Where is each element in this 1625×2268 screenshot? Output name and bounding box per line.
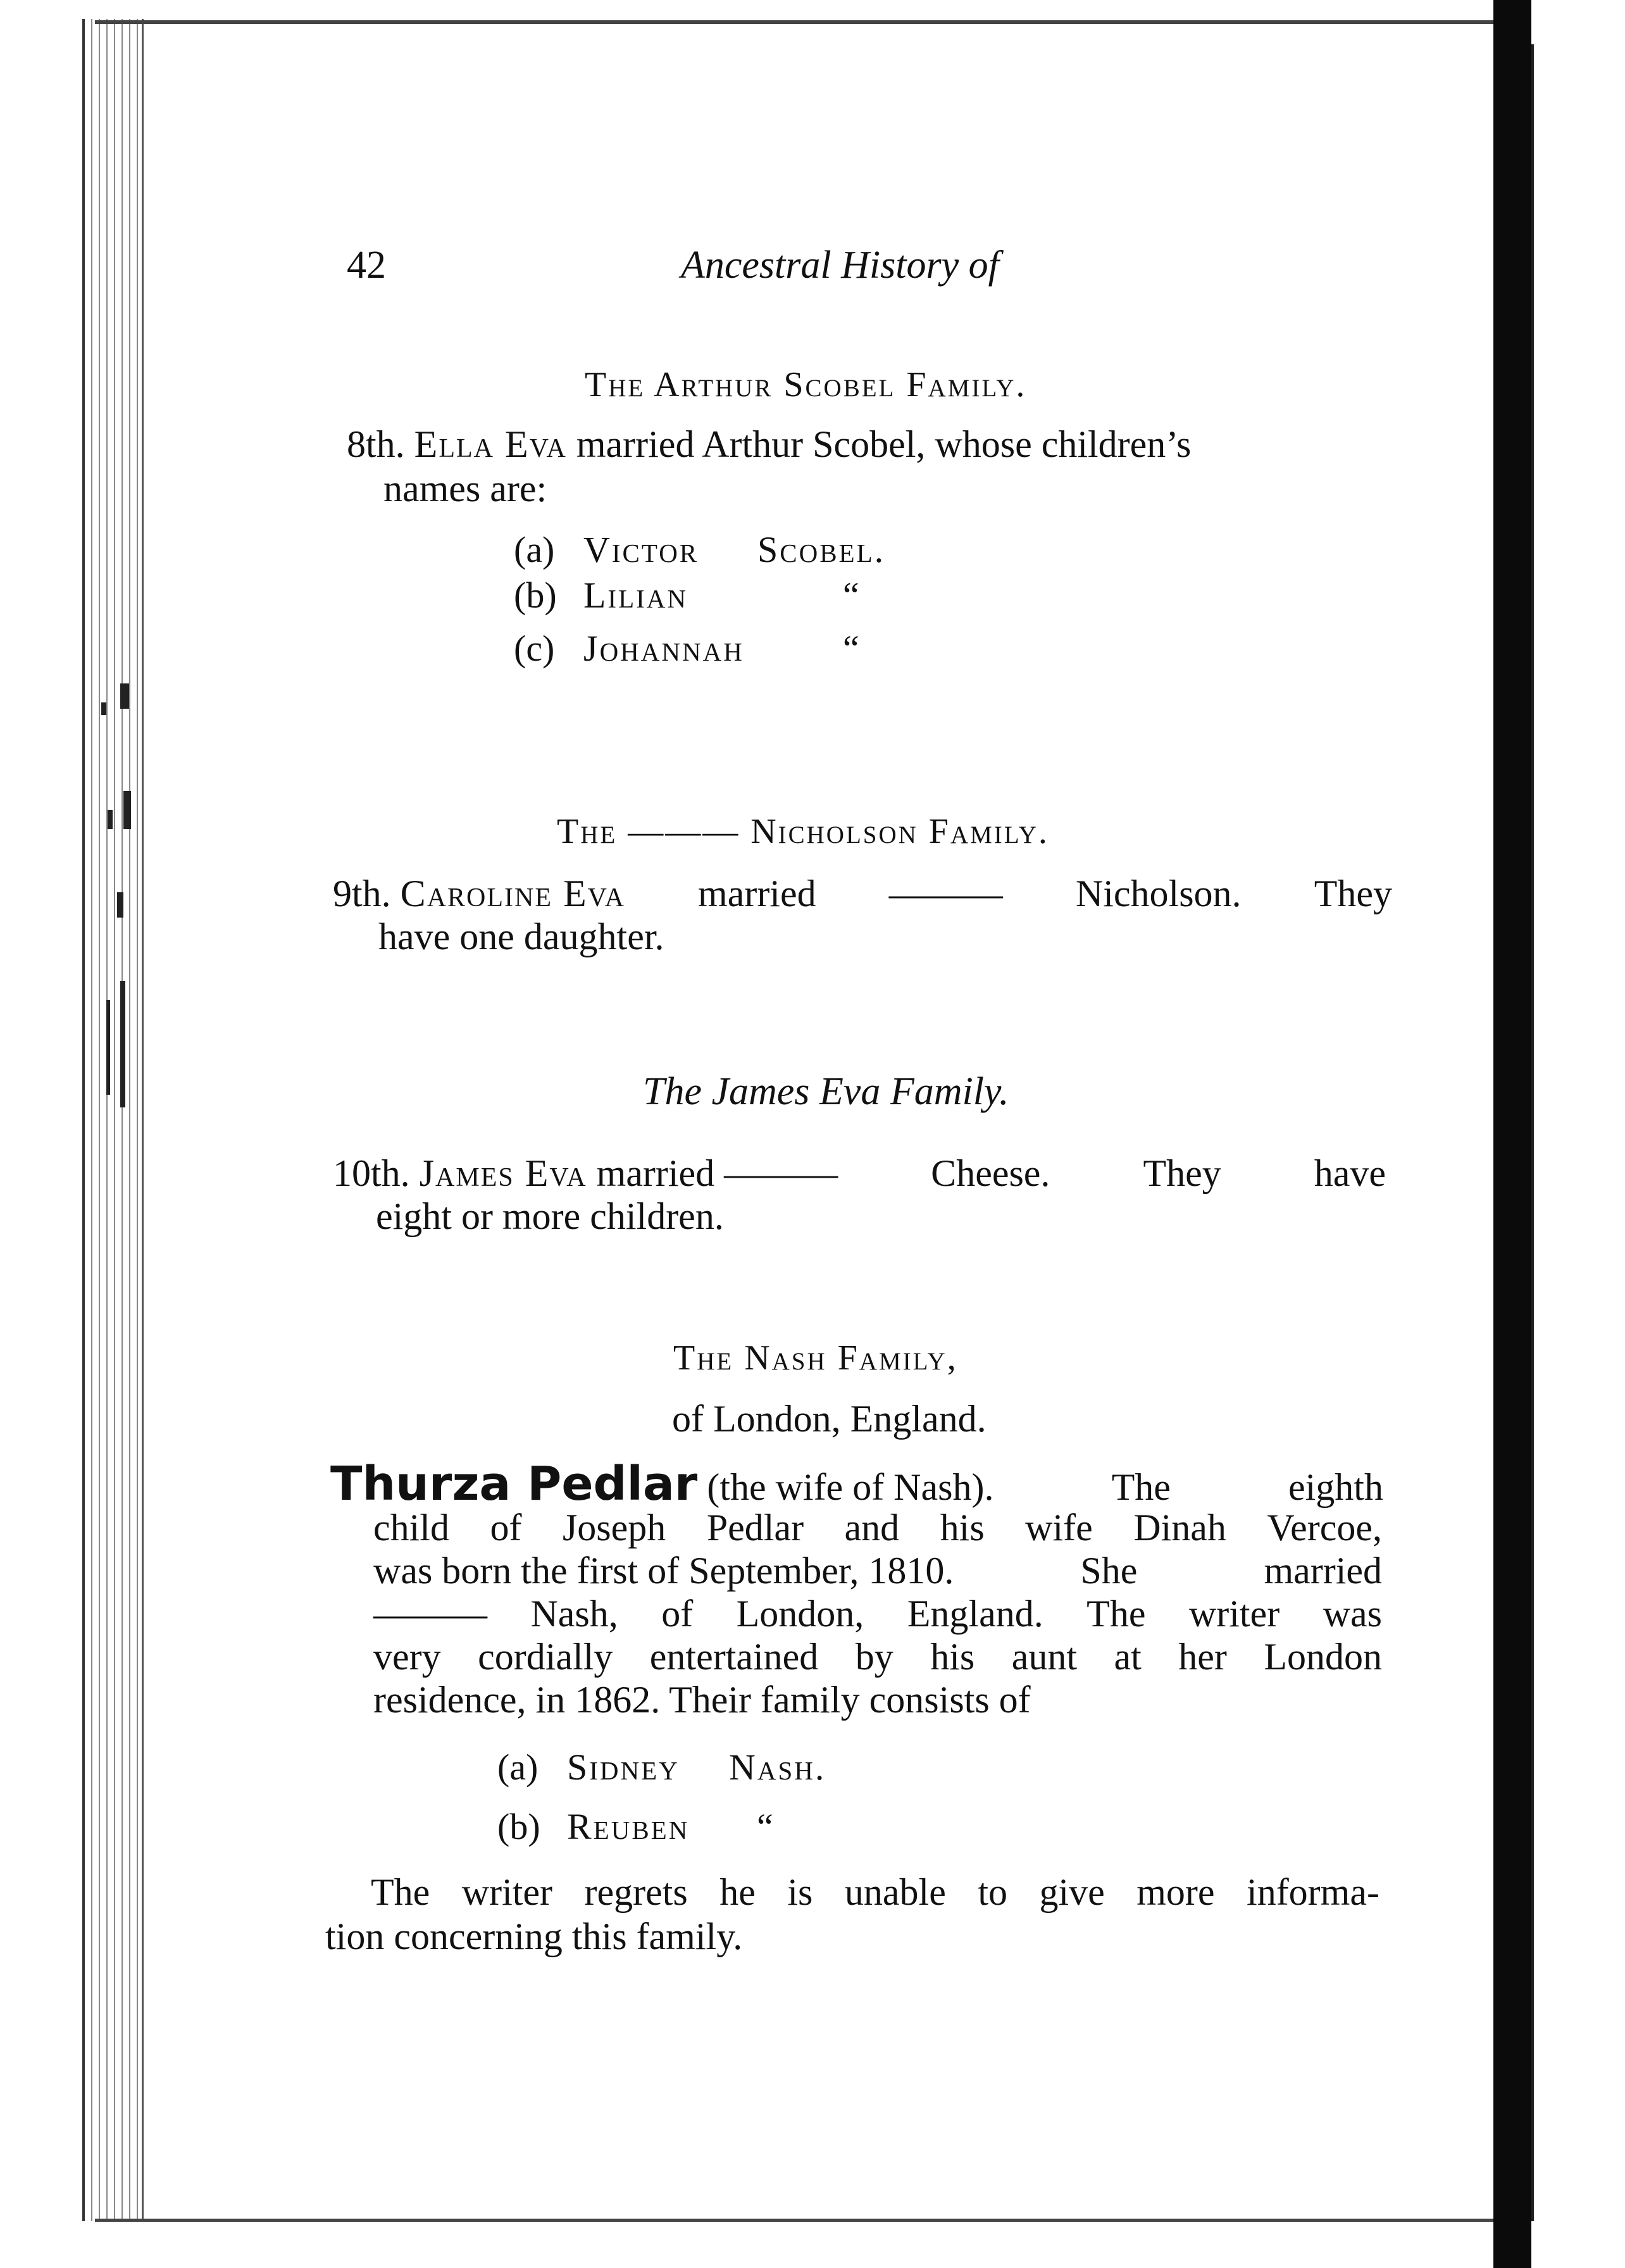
word: She — [1080, 1550, 1138, 1592]
word: his — [930, 1636, 975, 1678]
scobel-entry-line-2: names are: — [383, 468, 547, 509]
nash-paragraph-line-2 — [373, 1509, 1382, 1547]
james-eva-entry-line-2: eight or more children. — [376, 1195, 724, 1237]
section-subheading-nash: of London, England. — [672, 1398, 987, 1440]
word: The — [371, 1871, 430, 1913]
word: was — [1323, 1593, 1382, 1635]
word: married — [1264, 1550, 1382, 1592]
word: The — [1086, 1593, 1146, 1635]
word: Vercoe, — [1267, 1507, 1382, 1548]
word: of — [490, 1507, 522, 1548]
word: very — [373, 1636, 441, 1678]
word: aunt — [1011, 1636, 1078, 1678]
word: They — [1314, 873, 1392, 914]
child-list-item — [514, 577, 859, 614]
word: of — [661, 1593, 694, 1635]
word: (the wife of Nash). — [707, 1466, 994, 1508]
word: Cheese. — [931, 1152, 1050, 1194]
child-list-item — [514, 630, 859, 667]
word: writer — [1188, 1593, 1280, 1635]
binding-gutter-shadow — [1493, 0, 1531, 2268]
entry-lead — [333, 1154, 838, 1192]
word: is — [787, 1871, 813, 1913]
child-list-item — [497, 1806, 773, 1847]
section-heading-scobel: The Arthur Scobel Family. — [585, 365, 1027, 404]
facing-page-edge — [1531, 44, 1625, 2221]
word: entertained — [649, 1636, 819, 1678]
person-name: James Eva — [419, 1152, 587, 1194]
child-surname: Nash. — [729, 1747, 826, 1788]
word: married — [698, 873, 816, 914]
word: child — [373, 1507, 449, 1548]
section-heading-james-eva: The James Eva Family. — [643, 1070, 1009, 1113]
james-eva-entry-line-1 — [333, 1154, 1386, 1192]
justified-line — [330, 1457, 1383, 1511]
word: Dinah — [1133, 1507, 1226, 1548]
word: eighth — [1288, 1466, 1383, 1508]
ditto-mark: “ — [757, 1806, 773, 1847]
word: London, — [736, 1593, 864, 1635]
entry-number: 8th. — [347, 423, 405, 465]
ditto-mark: “ — [843, 628, 859, 669]
justified-line — [373, 1638, 1382, 1676]
item-label: (c) — [514, 628, 555, 669]
word: unable — [844, 1871, 946, 1913]
nash-paragraph-line-6: residence, in 1862. Their family consists of — [373, 1679, 1031, 1721]
page-bottom-edge — [95, 2212, 1493, 2222]
word: her — [1178, 1636, 1227, 1678]
justified-line — [333, 875, 1392, 913]
show-through-marks — [95, 683, 146, 1253]
child-name: Reuben — [567, 1806, 690, 1847]
person-name: Caroline Eva — [400, 873, 625, 914]
word: Nash, — [530, 1593, 618, 1635]
word: wife — [1025, 1507, 1093, 1548]
word: have — [1314, 1152, 1386, 1194]
word: more — [1136, 1871, 1215, 1913]
page-number: 42 — [347, 244, 386, 287]
child-name: Sidney — [567, 1747, 680, 1788]
nash-paragraph-line-5 — [373, 1638, 1382, 1676]
nicholson-entry-line-1 — [333, 875, 1392, 913]
justified-line — [373, 1595, 1382, 1633]
section-heading-nicholson: The ——— Nicholson Family. — [557, 812, 1049, 851]
nicholson-entry-line-2: have one daughter. — [378, 916, 664, 957]
word: he — [719, 1871, 756, 1913]
child-name: Lilian — [583, 575, 688, 616]
child-name: Victor — [583, 529, 699, 570]
section-heading-nash: The Nash Family, — [673, 1338, 958, 1378]
word: married ——— — [596, 1152, 838, 1194]
word: his — [940, 1507, 985, 1548]
closing-line-2: tion concerning this family. — [325, 1916, 743, 1957]
word: ——— — [373, 1593, 487, 1635]
justified-line — [373, 1552, 1382, 1590]
page-top-edge — [95, 20, 1493, 30]
justified-line — [373, 1509, 1382, 1547]
entry-text: married Arthur Scobel, whose children’s — [576, 423, 1192, 465]
word: informa- — [1247, 1871, 1379, 1913]
word: London — [1264, 1636, 1382, 1678]
word: give — [1039, 1871, 1105, 1913]
word: cordially — [478, 1636, 613, 1678]
word: and — [844, 1507, 900, 1548]
person-name: Ella Eva — [414, 423, 567, 465]
child-name: Johannah — [583, 628, 744, 669]
word: They — [1143, 1152, 1221, 1194]
child-surname: Scobel. — [757, 529, 886, 570]
ditto-mark: “ — [843, 575, 859, 616]
child-list-item — [514, 529, 886, 570]
entry-lead — [333, 875, 625, 913]
nash-paragraph-line-4 — [373, 1595, 1382, 1633]
word: by — [855, 1636, 893, 1678]
lead-group — [330, 1457, 994, 1511]
item-label: (b) — [514, 575, 557, 616]
item-label: (a) — [497, 1747, 539, 1788]
justified-line — [371, 1873, 1379, 1911]
word: to — [978, 1871, 1007, 1913]
word: at — [1114, 1636, 1142, 1678]
running-title: Ancestral History of — [681, 244, 999, 287]
scobel-entry-line-1 — [347, 425, 1191, 463]
word: Joseph — [562, 1507, 666, 1548]
word: Pedlar — [706, 1507, 804, 1548]
nash-paragraph-line-1 — [330, 1457, 1383, 1511]
word: Nicholson. — [1075, 873, 1242, 914]
word: ——— — [888, 873, 1003, 914]
justified-line — [333, 1154, 1386, 1192]
entry-number: 10th. — [333, 1152, 410, 1194]
word: writer — [461, 1871, 553, 1913]
item-label: (a) — [514, 529, 555, 570]
word: regrets — [584, 1871, 688, 1913]
item-label: (b) — [497, 1806, 540, 1847]
nash-paragraph-line-3 — [373, 1552, 1382, 1590]
entry-number: 9th. — [333, 873, 391, 914]
word: was born the first of September, 1810. — [373, 1550, 954, 1592]
lead-name: Thurza Pedlar — [330, 1457, 698, 1511]
word: The — [1111, 1466, 1171, 1508]
closing-line-1 — [371, 1873, 1379, 1911]
word: England. — [907, 1593, 1043, 1635]
child-list-item — [497, 1749, 826, 1786]
